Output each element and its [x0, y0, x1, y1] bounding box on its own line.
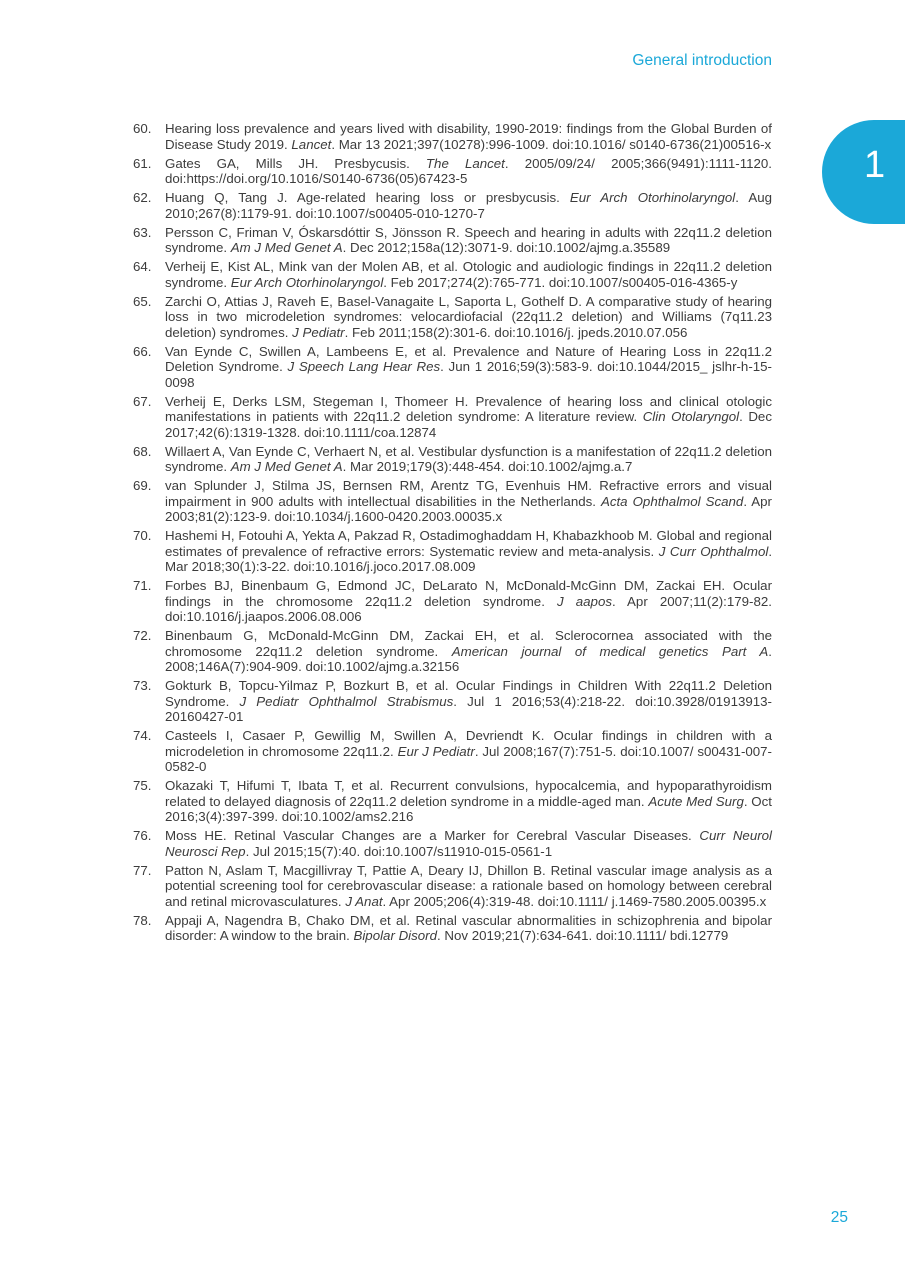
reference-authors-title: Gates GA, Mills JH. Presbycusis. — [165, 155, 426, 171]
reference-citation: . Mar 2019;179(3):448-454. doi:10.1002/ajmg.a.7 — [342, 459, 633, 474]
reference-journal: Am J Med Genet A — [230, 459, 343, 474]
chapter-tab — [822, 120, 905, 224]
reference-authors-title: Gokturk B, Topcu-Yilmaz P, Bozkurt B, et al. Ocular Findings in Children With 22q11.2 Deletion Syndrome. — [165, 678, 772, 709]
reference-authors-title: Van Eynde C, Swillen A, Lambeens E, et al. Prevalence and Nature of Hearing Loss in 22q11.2 Deletion Syndrome. — [165, 343, 772, 374]
reference-number: 64. — [133, 259, 152, 274]
reference-item — [133, 913, 772, 944]
reference-citation: . Feb 2011;158(2):301-6. doi:10.1016/j. jpeds.2010.07.056 — [344, 324, 688, 340]
reference-number: 78. — [133, 912, 152, 928]
reference-citation: . Feb 2017;274(2):765-771. doi:10.1007/s00405-016-4365-y — [383, 274, 738, 290]
reference-number: 61. — [133, 155, 152, 171]
reference-number: 66. — [133, 343, 152, 359]
reference-item — [133, 121, 772, 152]
reference-authors-title: Forbes BJ, Binenbaum G, Edmond JC, DeLarato N, McDonald-McGinn DM, Zackai EH. Ocular findings in the chromosome 22q11.2 deletion syndrome. — [165, 578, 772, 609]
reference-citation: . 2005/09/24/ 2005;366(9491):1111-1120. doi:https://doi.org/10.1016/S0140-6736(05)67423-5 — [165, 155, 773, 186]
reference-journal: J Anat — [345, 893, 383, 909]
reference-journal: Lancet — [291, 136, 332, 152]
reference-item — [133, 828, 772, 859]
reference-journal: J Pediatr — [292, 324, 345, 340]
page-number: 25 — [830, 1209, 848, 1226]
reference-authors-title: Appaji A, Nagendra B, Chako DM, et al. Retinal vascular abnormalities in schizophrenia and bipolar disorder: A window to the brain. — [165, 912, 772, 943]
reference-number: 72. — [133, 628, 152, 643]
reference-authors-title: Moss HE. Retinal Vascular Changes are a Marker for Cerebral Vascular Diseases. — [165, 828, 700, 843]
reference-journal: Am J Med Genet A — [230, 240, 343, 255]
reference-citation: . Dec 2012;158a(12):3071-9. doi:10.1002/ajmg.a.35589 — [342, 240, 671, 255]
reference-item — [133, 578, 772, 625]
chapter-number: 1 — [864, 144, 886, 186]
reference-journal: Curr Neurol Neurosci Rep — [165, 828, 772, 859]
reference-item — [133, 156, 772, 187]
reference-journal: J Speech Lang Hear Res — [287, 359, 441, 374]
reference-authors-title: Huang Q, Tang J. Age-related hearing loss or presbycusis. — [165, 190, 570, 205]
reference-list — [133, 121, 772, 947]
reference-number: 63. — [133, 224, 152, 240]
reference-journal: Eur J Pediatr — [397, 743, 475, 759]
reference-journal: Bipolar Disord — [353, 928, 437, 943]
reference-journal: Acta Ophthalmol Scand — [600, 493, 744, 509]
reference-number: 68. — [133, 443, 152, 459]
reference-item — [133, 294, 772, 341]
reference-citation: . Apr 2005;206(4):319-48. doi:10.1111/ j.1469-7580.2005.00395.x — [382, 893, 767, 909]
reference-item — [133, 778, 772, 825]
reference-citation: . Nov 2019;21(7):634-641. doi:10.1111/ bdi.12779 — [437, 928, 729, 943]
reference-citation: . Jul 2008;167(7):751-5. doi:10.1007/ s00431-007-0582-0 — [165, 743, 772, 774]
reference-citation: . Mar 13 2021;397(10278):996-1009. doi:10.1016/ s0140-6736(21)00516-x — [331, 136, 772, 152]
reference-citation: . Oct 2016;3(4):397-399. doi:10.1002/ams2.216 — [165, 793, 772, 824]
reference-item — [133, 628, 772, 675]
reference-item — [133, 728, 772, 775]
reference-number: 65. — [133, 293, 152, 309]
reference-citation: . Aug 2010;267(8):1179-91. doi:10.1007/s00405-010-1270-7 — [165, 190, 772, 221]
reference-number: 71. — [133, 578, 152, 593]
reference-item — [133, 444, 772, 475]
reference-authors-title: van Splunder J, Stilma JS, Bernsen RM, Arentz TG, Evenhuis HM. Refractive errors and visual impairment in 900 adults with intellectual disabilities in the Netherlands. — [165, 478, 772, 509]
reference-authors-title: Binenbaum G, McDonald-McGinn DM, Zackai EH, et al. Sclerocornea associated with the chromosome 22q11.2 deletion syndrome. — [165, 628, 772, 659]
reference-journal: American journal of medical genetics Part A — [451, 643, 769, 659]
reference-citation: . Jul 2015;15(7):40. doi:10.1007/s11910-015-0561-1 — [245, 843, 553, 859]
reference-authors-title: Hearing loss prevalence and years lived with disability, 1990-2019: findings from the Global Burden of Disease Study 2019. — [165, 121, 772, 152]
reference-number: 77. — [133, 862, 152, 878]
reference-item — [133, 478, 772, 525]
reference-citation: . 2008;146A(7):904-909. doi:10.1002/ajmg.a.32156 — [165, 643, 772, 674]
reference-item — [133, 394, 772, 441]
reference-item — [133, 863, 772, 910]
reference-number: 76. — [133, 828, 152, 843]
reference-number: 67. — [133, 393, 152, 409]
reference-journal: The Lancet — [425, 155, 505, 171]
reference-citation: . Dec 2017;42(6):1319-1328. doi:10.1111/coa.12874 — [165, 409, 772, 440]
reference-authors-title: Verheij E, Kist AL, Mink van der Molen AB, et al. Otologic and audiologic findings in 22q11.2 deletion syndrome. — [165, 259, 772, 290]
reference-number: 73. — [133, 678, 152, 693]
reference-authors-title: Patton N, Aslam T, Macgillivray T, Pattie A, Deary IJ, Dhillon B. Retinal vascular image analysis as a potential screening tool for cerebrovascular disease: a rationale based on homology between cerebral and retinal microvasculatures. — [165, 862, 772, 909]
reference-number: 69. — [133, 478, 152, 493]
reference-citation: . Jun 1 2016;59(3):583-9. doi:10.1044/2015_ jslhr-h-15-0098 — [165, 359, 772, 390]
reference-citation: . Mar 2018;30(1):3-22. doi:10.1016/j.joco.2017.08.009 — [165, 543, 773, 574]
reference-journal: J Curr Ophthalmol — [658, 543, 769, 559]
reference-number: 75. — [133, 778, 152, 793]
reference-authors-title: Persson C, Friman V, Óskarsdóttir S, Jönsson R. Speech and hearing in adults with 22q11.2 deletion syndrome. — [165, 224, 772, 255]
reference-journal: Eur Arch Otorhinolaryngol — [569, 190, 736, 205]
reference-authors-title: Willaert A, Van Eynde C, Verhaert N, et al. Vestibular dysfunction is a manifestation of 22q11.2 deletion syndrome. — [165, 443, 772, 474]
reference-journal: J Pediatr Ophthalmol Strabismus — [239, 693, 454, 709]
reference-item — [133, 678, 772, 725]
reference-item — [133, 528, 772, 575]
reference-number: 70. — [133, 528, 152, 543]
reference-number: 60. — [133, 121, 152, 136]
reference-number: 74. — [133, 728, 152, 743]
reference-citation: . Apr 2003;81(2):123-9. doi:10.1034/j.1600-0420.2003.00035.x — [165, 493, 772, 524]
reference-journal: Acute Med Surg — [648, 793, 744, 809]
reference-citation: . Apr 2007;11(2):179-82. doi:10.1016/j.jaapos.2006.08.006 — [165, 593, 772, 624]
reference-authors-title: Hashemi H, Fotouhi A, Yekta A, Pakzad R, Ostadimoghaddam H, Khabazkhoob M. Global and regional estimates of prevalence of refractive errors: Systematic review and meta-analysis. — [165, 528, 772, 559]
reference-journal: Clin Otolaryngol — [642, 409, 740, 424]
reference-item — [133, 225, 772, 256]
reference-item — [133, 190, 772, 221]
reference-item — [133, 259, 772, 290]
reference-authors-title: Okazaki T, Hifumi T, Ibata T, et al. Recurrent convulsions, hypocalcemia, and hypoparathyroidism related to delayed diagnosis of 22q11.2 deletion syndrome in a middle-aged man. — [165, 778, 772, 809]
reference-journal: J aapos — [557, 593, 612, 609]
reference-journal: Eur Arch Otorhinolaryngol — [230, 274, 384, 290]
reference-item — [133, 344, 772, 391]
reference-authors-title: Casteels I, Casaer P, Gewillig M, Swillen A, Devriendt K. Ocular findings in children with a microdeletion in chromosome 22q11.2. — [165, 728, 772, 759]
reference-number: 62. — [133, 190, 152, 205]
reference-authors-title: Zarchi O, Attias J, Raveh E, Basel-Vanagaite L, Saporta L, Gothelf D. A comparative study of hearing loss in two microdeletion syndromes: velocardiofacial (22q11.2 deletion) and Williams (7q11.23 deletion) syndromes. — [165, 293, 772, 340]
running-header: General introduction — [632, 52, 772, 69]
reference-authors-title: Verheij E, Derks LSM, Stegeman I, Thomeer H. Prevalence of hearing loss and clinical otologic manifestations in patients with 22q11.2 deletion syndrome: A literature review. — [165, 393, 772, 424]
reference-citation: . Jul 1 2016;53(4):218-22. doi:10.3928/01913913-20160427-01 — [165, 693, 772, 724]
